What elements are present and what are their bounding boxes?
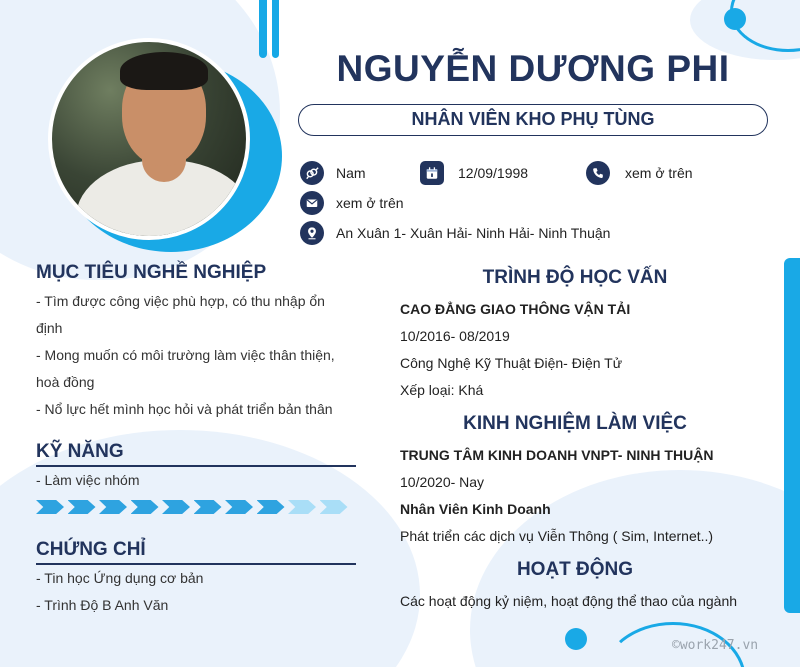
- phone-icon: [586, 161, 610, 185]
- skill-level-chevron: [162, 500, 190, 514]
- certificate-item: - Tin học Ứng dụng cơ bản: [36, 570, 204, 586]
- education-school: CAO ĐẲNG GIAO THÔNG VẬN TẢI: [400, 301, 631, 317]
- photo-hair: [120, 52, 208, 90]
- objective-line: định: [36, 320, 63, 336]
- decor-bar: [259, 0, 267, 58]
- education-grade: Xếp loại: Khá: [400, 382, 484, 398]
- experience-period: 10/2020- Nay: [400, 474, 485, 490]
- watermark: ©work247.vn: [672, 638, 759, 653]
- skill-level-chevron: [99, 500, 127, 514]
- email-row: [300, 191, 404, 215]
- decor-right-strip: [784, 258, 800, 613]
- candidate-name: NGUYỄN DƯƠNG PHI: [336, 48, 730, 89]
- phone-row: [586, 161, 693, 185]
- experience-role: Nhân Viên Kinh Doanh: [400, 501, 551, 517]
- decor-bar: [272, 0, 279, 58]
- skill-level-chevron: [68, 500, 96, 514]
- certificate-item: - Trình Độ B Anh Văn: [36, 597, 169, 613]
- education-major: Công Nghệ Kỹ Thuật Điện- Điện Tử: [400, 355, 623, 371]
- calendar-icon: [420, 161, 444, 185]
- objective-line: - Mong muốn có môi trường làm việc thân thiện,: [36, 347, 335, 363]
- gender-value: Nam: [336, 165, 366, 181]
- skill-level-chevron: [320, 500, 348, 514]
- birthdate-value: 12/09/1998: [458, 165, 529, 181]
- experience-heading: KINH NGHIỆM LÀM VIỆC: [463, 413, 687, 434]
- email-value: xem ở trên: [336, 195, 404, 211]
- gender-icon: [300, 161, 324, 185]
- address-row: [300, 221, 610, 245]
- skill-level-chevron: [131, 500, 159, 514]
- envelope-icon: [300, 191, 324, 215]
- skill-level-chevron: [257, 500, 285, 514]
- skills-heading: KỸ NĂNG: [36, 441, 124, 462]
- profile-photo: [48, 38, 250, 240]
- skill-level-chevron: [225, 500, 253, 514]
- objective-line: - Nổ lực hết mình học hỏi và phát triển bản thân: [36, 401, 333, 417]
- skill-level-chevron: [36, 500, 64, 514]
- address-value: An Xuân 1- Xuân Hải- Ninh Hải- Ninh Thuận: [336, 225, 611, 241]
- activities-description: Các hoạt động kỷ niệm, hoạt động thể thao của ngành: [400, 593, 738, 609]
- experience-company: TRUNG TÂM KINH DOANH VNPT- NINH THUẬN: [400, 447, 714, 463]
- decor-dot: [565, 628, 587, 650]
- skill-item: - Làm việc nhóm: [36, 472, 140, 488]
- skill-level-chevron: [288, 500, 316, 514]
- map-pin-icon: [300, 221, 324, 245]
- certificates-list: [36, 565, 366, 619]
- skill-level-bar: [36, 500, 351, 514]
- certificates-heading: CHỨNG CHỈ: [36, 539, 146, 560]
- job-title: NHÂN VIÊN KHO PHỤ TÙNG: [298, 104, 768, 136]
- experience-description: Phát triển các dịch vụ Viễn Thông ( Sim, Internet..): [400, 528, 714, 544]
- activities-heading: HOẠT ĐỘNG: [516, 559, 634, 580]
- objective-heading: MỤC TIÊU NGHỀ NGHIỆP: [36, 262, 267, 283]
- education-heading: TRÌNH ĐỘ HỌC VẤN: [482, 267, 668, 288]
- gender-row: [300, 161, 366, 185]
- objective-line: hoà đồng: [36, 374, 95, 390]
- phone-value: xem ở trên: [625, 165, 693, 181]
- education-period: 10/2016- 08/2019: [400, 328, 510, 344]
- skill-level-chevron: [194, 500, 222, 514]
- birthdate-row: [420, 161, 528, 185]
- decor-dot: [724, 8, 746, 30]
- objective-text: [36, 288, 366, 423]
- objective-line: - Tìm được công việc phù hợp, có thu nhập ổn: [36, 293, 325, 309]
